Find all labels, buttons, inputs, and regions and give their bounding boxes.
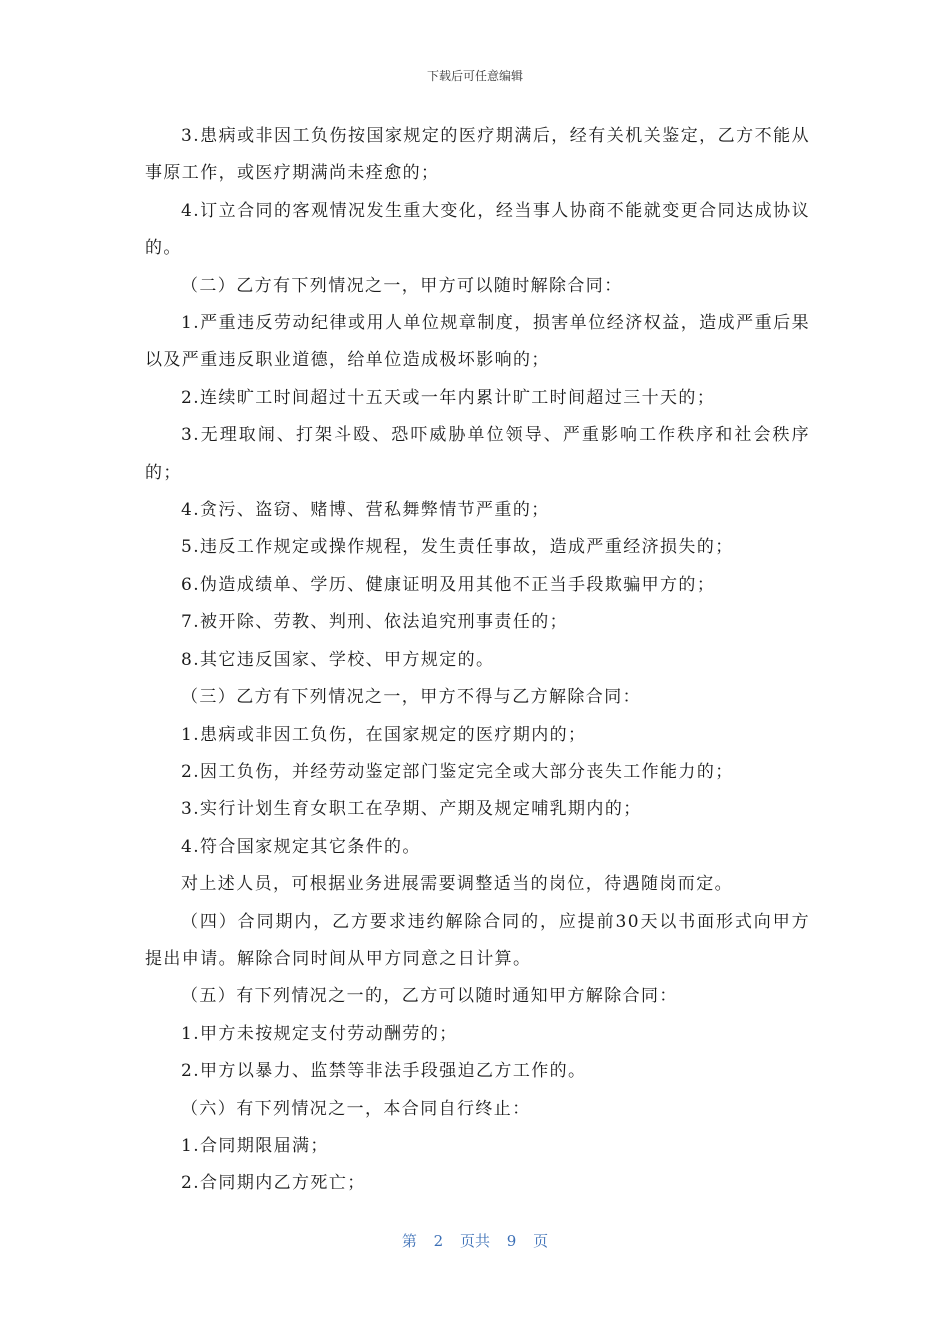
paragraph: 7.被开除、劳教、判刑、依法追究刑事责任的； (181, 612, 569, 633)
page-header-note: 下载后可任意编辑 (426, 69, 523, 83)
paragraph: 2.合同期内乙方死亡； (181, 1173, 366, 1194)
paragraph: 1.严重违反劳动纪律或用人单位规章制度，损害单位经济权益，造成严重后果以及严重违反职业道德，给单位造成极坏影响的； (145, 313, 810, 371)
paragraph: 4.符合国家规定其它条件的。 (181, 836, 421, 857)
page-suffix: 页 (533, 1232, 549, 1250)
page-current: 2 (433, 1232, 444, 1250)
section-heading: （三）乙方有下列情况之一，甲方不得与乙方解除合同： (181, 687, 641, 708)
section-heading: （六）有下列情况之一，本合同自行终止： (181, 1098, 531, 1119)
document-body (145, 118, 810, 1203)
paragraph: 3.患病或非因工负伤按国家规定的医疗期满后，经有关机关鉴定，乙方不能从事原工作，或医疗期满尚未痊愈的； (145, 126, 810, 184)
paragraph: 3.实行计划生育女职工在孕期、产期及规定哺乳期内的； (181, 799, 642, 820)
paragraph: 5.违反工作规定或操作规程，发生责任事故，造成严重经济损失的； (181, 537, 734, 558)
paragraph: 2.甲方以暴力、监禁等非法手段强迫乙方工作的。 (181, 1061, 587, 1082)
paragraph: 1.患病或非因工负伤，在国家规定的医疗期内的； (181, 724, 587, 745)
paragraph: 3.无理取闹、打架斗殴、恐吓威胁单位领导、严重影响工作秩序和社会秩序的； (145, 425, 810, 483)
section-heading: （二）乙方有下列情况之一，甲方可以随时解除合同： (181, 275, 623, 296)
page-middle: 页共 (459, 1232, 490, 1250)
section-heading: （四）合同期内，乙方要求违约解除合同的，应提前30天以书面形式向甲方提出申请。解除合同时间从甲方同意之日计算。 (145, 911, 810, 969)
paragraph: 对上述人员，可根据业务进展需要调整适当的岗位，待遇随岗而定。 (181, 874, 733, 895)
paragraph: 2.连续旷工时间超过十五天或一年内累计旷工时间超过三十天的； (181, 387, 716, 408)
page-prefix: 第 (401, 1232, 417, 1250)
paragraph: 2.因工负伤，并经劳动鉴定部门鉴定完全或大部分丧失工作能力的； (181, 761, 734, 782)
paragraph: 4.订立合同的客观情况发生重大变化，经当事人协商不能就变更合同达成协议的。 (145, 200, 810, 259)
paragraph: 8.其它违反国家、学校、甲方规定的。 (181, 649, 495, 670)
paragraph: 1.合同期限届满； (181, 1135, 329, 1156)
page-total: 9 (506, 1232, 517, 1250)
paragraph: 4.贪污、盗窃、赌博、营私舞弊情节严重的； (181, 500, 550, 521)
page-number-footer (0, 1230, 950, 1251)
paragraph: 6.伪造成绩单、学历、健康证明及用其他不正当手段欺骗甲方的； (181, 574, 716, 595)
paragraph: 1.甲方未按规定支付劳动酬劳的； (181, 1023, 458, 1044)
section-heading: （五）有下列情况之一的，乙方可以随时通知甲方解除合同： (181, 986, 678, 1007)
